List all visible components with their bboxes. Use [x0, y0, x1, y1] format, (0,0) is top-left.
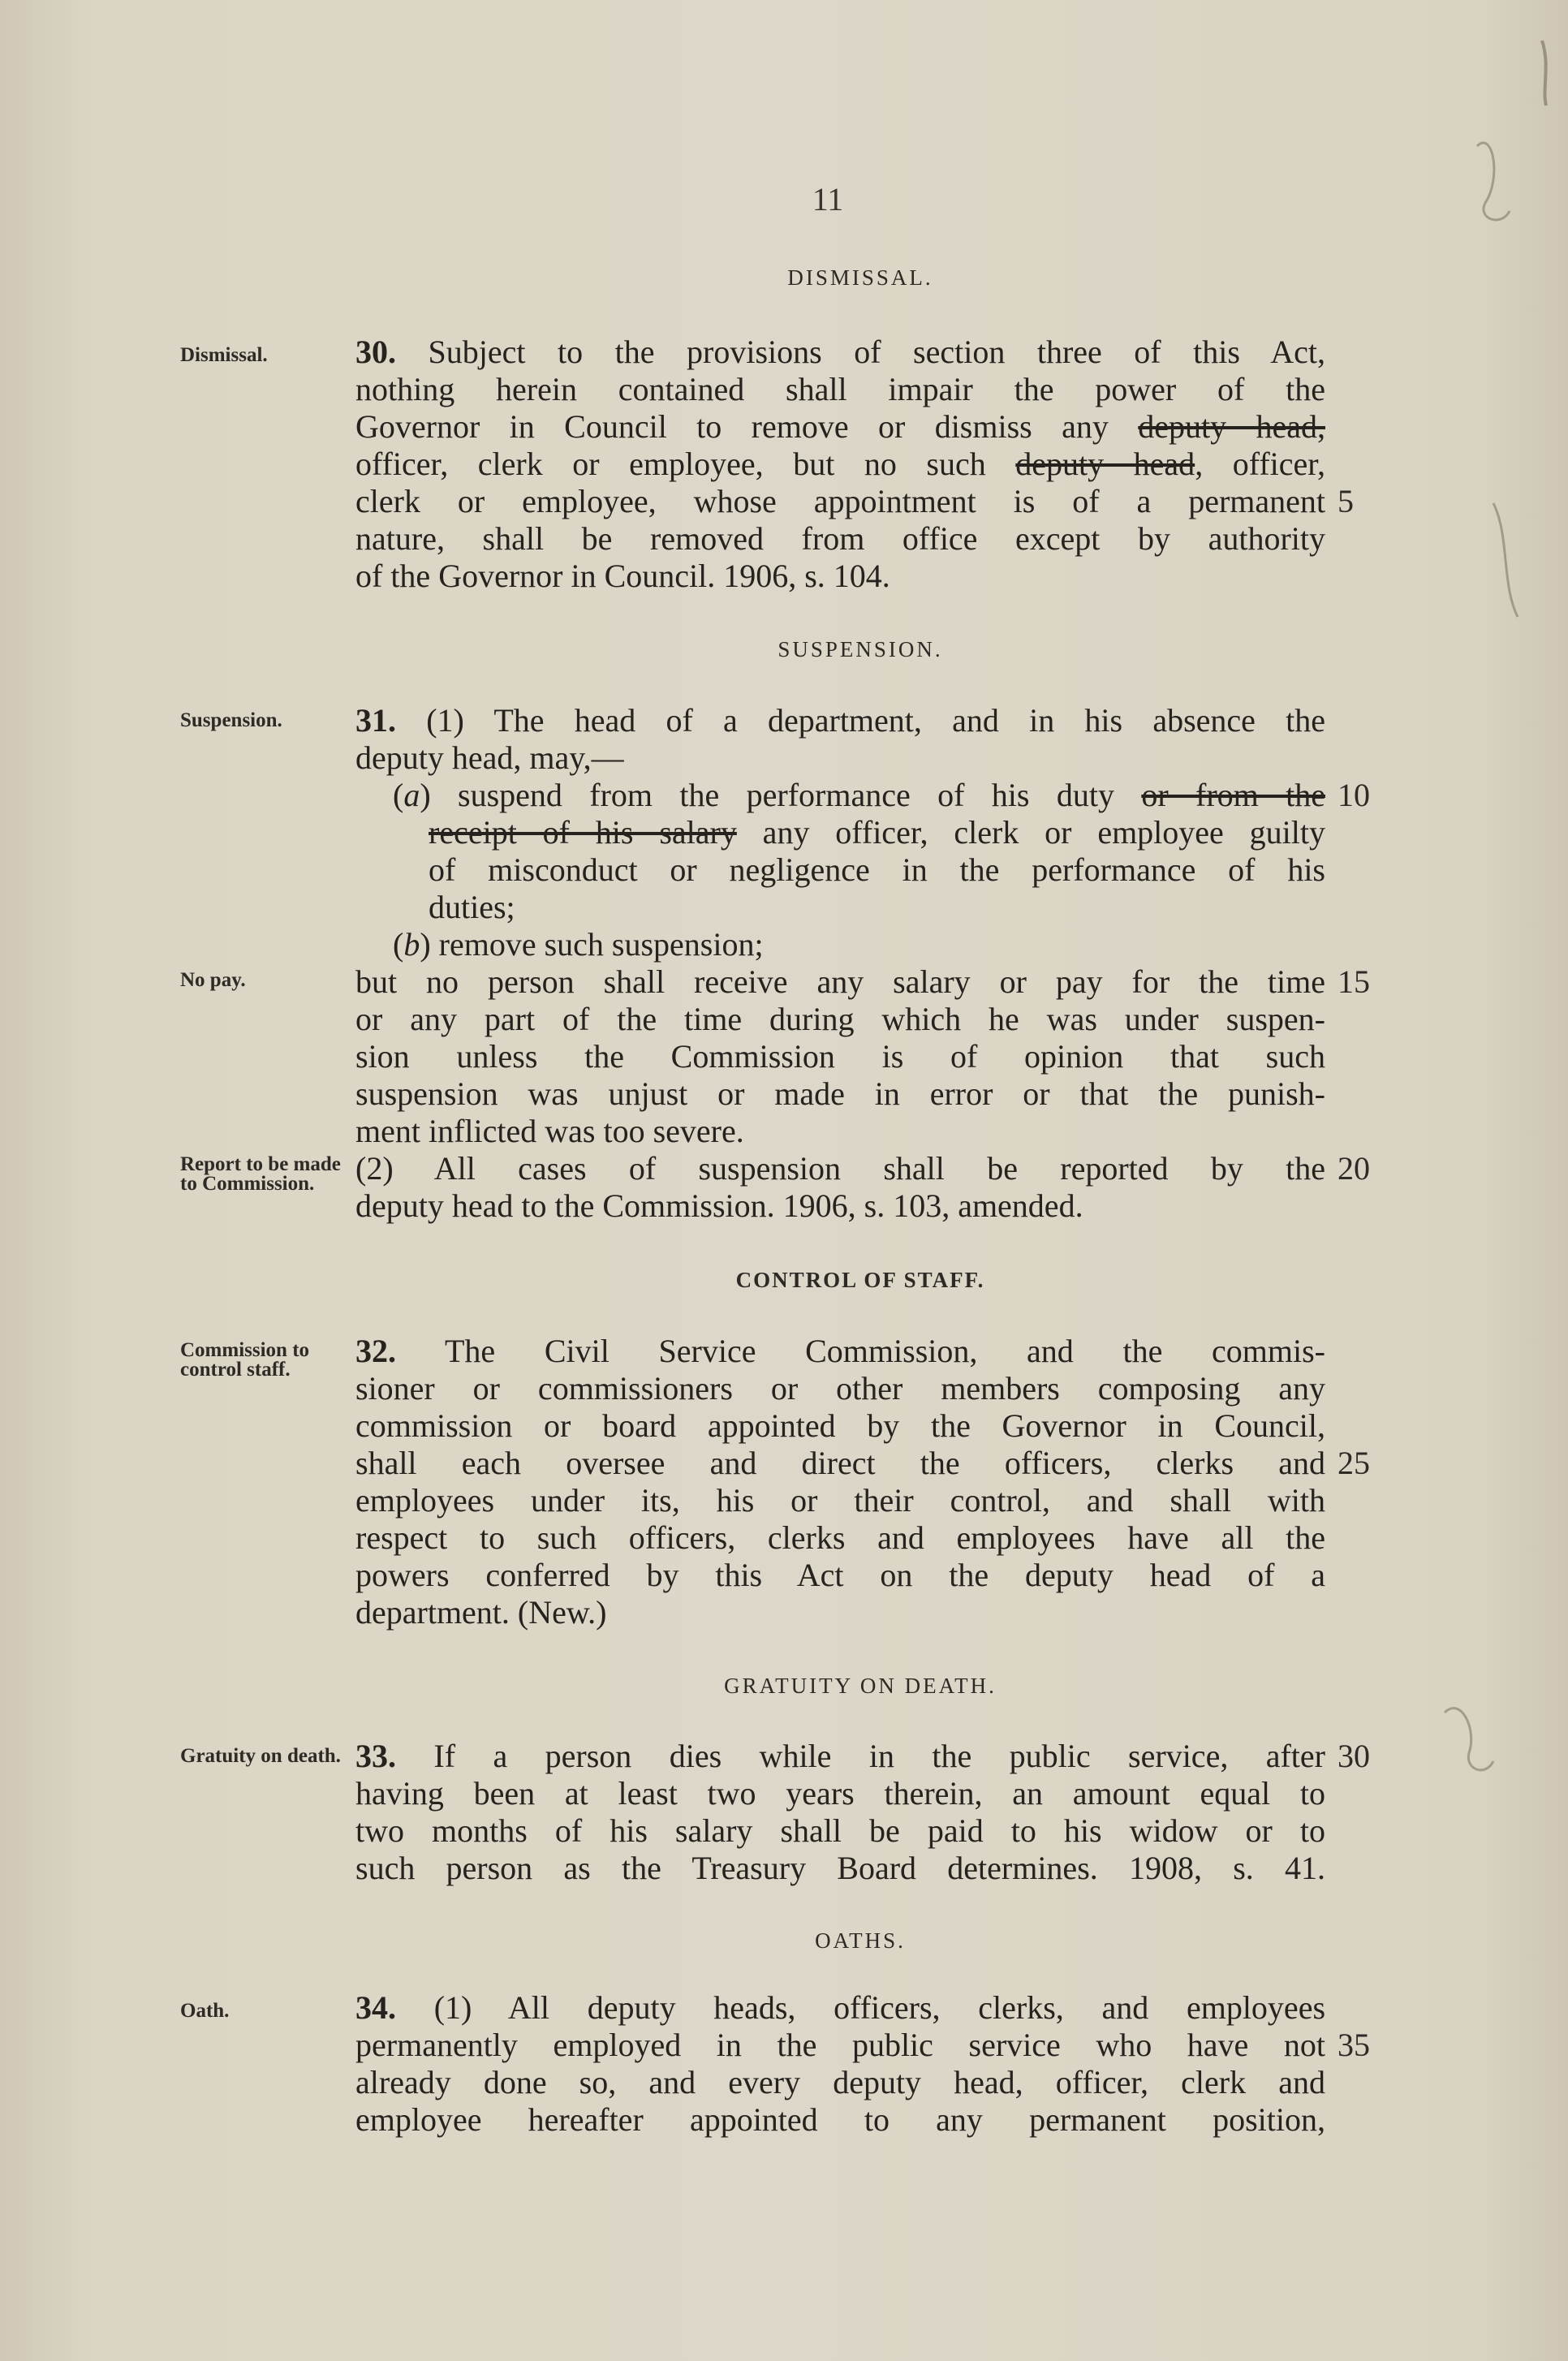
section-31-number: 31.: [355, 702, 396, 739]
section-32-number: 32.: [355, 1333, 396, 1369]
section-34-number: 34.: [355, 1989, 396, 2026]
margin-note-no-pay: No pay.: [180, 969, 246, 991]
line-number-30: 30: [1338, 1738, 1370, 1774]
section-30-line-5: clerk or employee, whose appointment is of a permanent: [355, 483, 1325, 519]
section-34-line-3: already done so, and every deputy head, officer, clerk and: [355, 2064, 1325, 2100]
line-number-5: 5: [1338, 483, 1354, 519]
section-34-line-1: 34. (1) All deputy heads, officers, clerks, and employees: [355, 1989, 1326, 2026]
section-33-line-1: 33. If a person dies while in the public service, after: [355, 1738, 1325, 1774]
section-30-line-6: nature, shall be removed from office except by authority: [355, 520, 1325, 557]
margin-note-report: Report to be made to Commission.: [180, 1153, 341, 1195]
section-31-line-2: deputy head, may,—: [355, 739, 624, 776]
margin-note-suspension: Suspension.: [180, 709, 282, 731]
section-31-line-14: deputy head to the Commission. 1906, s. 103, amended.: [355, 1187, 1083, 1224]
section-31-line-11: suspension was unjust or made in error or that the punish-: [355, 1075, 1325, 1112]
section-31-line-3: (a) suspend from the performance of his duty or from the: [393, 777, 1325, 813]
line-number-15: 15: [1338, 963, 1370, 1000]
section-31-line-10: sion unless the Commission is of opinion that such: [355, 1038, 1325, 1075]
line-number-35: 35: [1338, 2027, 1370, 2063]
section-34-line-4: employee hereafter appointed to any permanent position,: [355, 2101, 1325, 2138]
section-30-line-4: officer, clerk or employee, but no such deputy head, officer,: [355, 446, 1325, 482]
line-number-10: 10: [1338, 777, 1370, 813]
section-32-line-5: employees under its, his or their control, and shall with: [355, 1482, 1325, 1519]
heading-suspension: SUSPENSION.: [778, 637, 943, 661]
margin-note-commission: Commission to control staff.: [180, 1339, 310, 1381]
section-32-line-6: respect to such officers, clerks and employees have all the: [355, 1519, 1325, 1556]
section-32-line-3: commission or board appointed by the Governor in Council,: [355, 1407, 1325, 1444]
section-30-line-2: nothing herein contained shall impair the power of the: [355, 371, 1325, 407]
line-number-20: 20: [1338, 1150, 1370, 1187]
section-30-line-1: 30. Subject to the provisions of section three of this Act,: [355, 334, 1325, 370]
section-32-line-1: 32. The Civil Service Commission, and the commis-: [355, 1333, 1325, 1369]
section-32-line-4: shall each oversee and direct the officers, clerks and: [355, 1445, 1325, 1481]
section-31-line-4: receipt of his salary any officer, clerk or employee guilty: [429, 814, 1325, 851]
section-33-number: 33.: [355, 1738, 396, 1774]
section-30-number: 30.: [355, 334, 396, 370]
section-32-line-8: department. (New.): [355, 1594, 607, 1631]
section-31-line-1: 31. (1) The head of a department, and in his absence the: [355, 702, 1325, 739]
section-31-line-13: (2) All cases of suspension shall be reported by the: [355, 1150, 1325, 1187]
heading-dismissal: DISMISSAL.: [787, 265, 933, 290]
section-33-line-2: having been at least two years therein, an amount equal to: [355, 1775, 1325, 1812]
section-32-line-7: powers conferred by this Act on the deputy head of a: [355, 1557, 1325, 1593]
section-30-line-3: Governor in Council to remove or dismiss any deputy head,: [355, 408, 1326, 445]
heading-control-of-staff: CONTROL OF STAFF.: [735, 1268, 985, 1292]
page-number: 11: [812, 181, 844, 218]
line-number-25: 25: [1338, 1445, 1370, 1481]
section-31-line-12: ment inflicted was too severe.: [355, 1113, 744, 1149]
margin-note-gratuity: Gratuity on death.: [180, 1745, 341, 1767]
section-31-line-7: (b) remove such suspension;: [393, 926, 764, 963]
margin-note-dismissal: Dismissal.: [180, 344, 268, 366]
heading-oaths: OATHS.: [815, 1928, 906, 1953]
section-31-line-8: but no person shall receive any salary or pay for the time: [355, 963, 1325, 1000]
section-31-line-9: or any part of the time during which he was under suspen-: [355, 1001, 1325, 1037]
section-34-line-2: permanently employed in the public service who have not: [355, 2027, 1325, 2063]
section-33-line-3: two months of his salary shall be paid to his widow or to: [355, 1812, 1325, 1849]
handwritten-marks: [1428, 16, 1558, 2045]
section-31-line-5: of misconduct or negligence in the performance of his: [429, 851, 1325, 888]
heading-gratuity-on-death: GRATUITY ON DEATH.: [724, 1674, 997, 1698]
margin-note-oath: Oath.: [180, 2000, 230, 2022]
section-30-line-7: of the Governor in Council. 1906, s. 104.: [355, 558, 890, 594]
section-31-line-6: duties;: [429, 889, 515, 925]
section-32-line-2: sioner or commissioners or other members composing any: [355, 1370, 1325, 1407]
section-33-line-4: such person as the Treasury Board determines. 1908, s. 41.: [355, 1850, 1325, 1886]
